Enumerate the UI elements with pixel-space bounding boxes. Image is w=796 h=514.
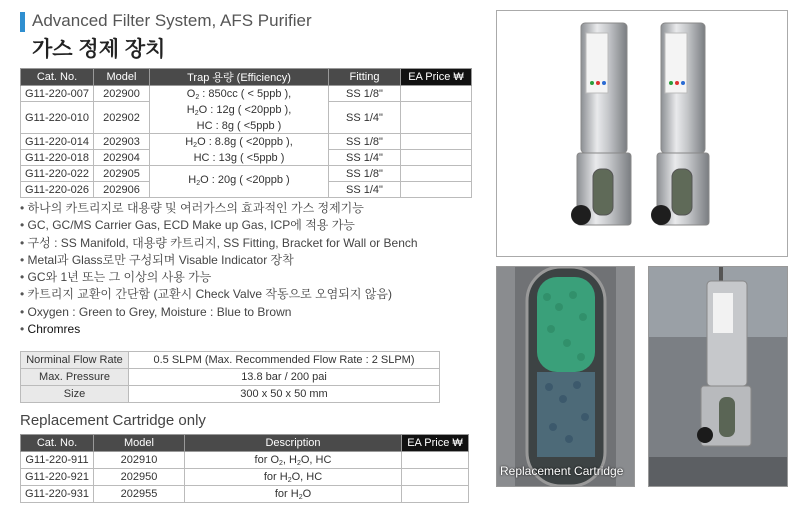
list-item: • GC, GC/MS Carrier Gas, ECD Make up Gas, ICP에 적용 가능 [20, 217, 418, 234]
purifier-illustration [497, 11, 787, 256]
ea-price [402, 469, 469, 486]
cat-no: G11-220-010 [21, 102, 94, 134]
col-fitting: Fitting [329, 69, 401, 86]
trap-capacity: $O_2$ : 850cc ( < 5ppb ), $H_2O$ : 12g ( <20ppb ), HC : 8g ( <5ppb ) [150, 86, 329, 134]
list-item: • Oxygen : Green to Grey, Moisture : Blue to Brown [20, 304, 418, 321]
col-model: Model [94, 435, 185, 452]
replacement-title: Replacement Cartridge only [20, 412, 206, 429]
list-item: • 카트리지 교환이 간단함 (교환시 Check Valve 작동으로 오염되지 않음) [20, 286, 418, 303]
cat-no: G11-220-007 [21, 86, 94, 102]
table-row [21, 369, 440, 386]
table-row [21, 352, 440, 369]
table-row [21, 452, 469, 469]
fitting: SS 1/4" [329, 102, 401, 134]
fitting: SS 1/8" [329, 86, 401, 102]
fitting: SS 1/4" [329, 150, 401, 166]
table-row [21, 86, 472, 102]
spec-label: Max. Pressure [21, 369, 129, 386]
list-item: • 하나의 카트리지로 대용량 및 여러가스의 효과적인 가스 정제기능 [20, 200, 418, 217]
cat-no: G11-220-931 [21, 486, 94, 503]
model: 202910 [94, 452, 185, 469]
ea-price [401, 86, 472, 102]
description: for $O_2$, $H_2O$, HC [185, 452, 402, 469]
feature-list [20, 200, 418, 338]
table-row [21, 134, 472, 150]
page-title-en: Advanced Filter System, AFS Purifier [32, 11, 312, 30]
product-table-header [21, 69, 472, 86]
description: for $H_2O$ [185, 486, 402, 503]
model: 202955 [94, 486, 185, 503]
replacement-table-header [21, 435, 469, 452]
model: 202904 [94, 150, 150, 166]
col-cat-no: Cat. No. [21, 435, 94, 452]
col-cat-no: Cat. No. [21, 69, 94, 86]
spec-value: 300 x 50 x 50 mm [129, 386, 440, 403]
spec-table [20, 351, 440, 403]
ea-price [402, 452, 469, 469]
description: for $H_2O$, HC [185, 469, 402, 486]
page-title-ko: 가스 정제 장치 [32, 38, 166, 61]
table-row [21, 166, 472, 182]
cat-no: G11-220-018 [21, 150, 94, 166]
model: 202903 [94, 134, 150, 150]
col-trap: Trap 용량 (Efficiency) [150, 69, 329, 86]
table-row [21, 486, 469, 503]
fitting: SS 1/8" [329, 166, 401, 182]
table-row [21, 386, 440, 403]
model: 202906 [94, 182, 150, 198]
model: 202900 [94, 86, 150, 102]
product-photo [496, 10, 788, 257]
cat-no: G11-220-026 [21, 182, 94, 198]
cartridge-illustration [497, 267, 634, 486]
cartridge-caption: Replacement Cartridge [500, 464, 624, 478]
spec-value: 0.5 SLPM (Max. Recommended Flow Rate : 2 SLPM) [129, 352, 440, 369]
list-item: • Chromres [20, 321, 418, 338]
ea-price [401, 166, 472, 182]
spec-label: Size [21, 386, 129, 403]
product-table [20, 68, 472, 198]
ea-price [402, 486, 469, 503]
list-item: • Metal과 Glass로만 구성되며 Visable Indicator 장착 [20, 252, 418, 269]
model: 202905 [94, 166, 150, 182]
model: 202902 [94, 102, 150, 134]
col-ea-price: EA Price ₩ [401, 69, 472, 86]
ea-price [401, 102, 472, 134]
cat-no: G11-220-022 [21, 166, 94, 182]
fitting: SS 1/4" [329, 182, 401, 198]
list-item: • GC와 1년 또는 그 이상의 사용 가능 [20, 269, 418, 286]
model: 202950 [94, 469, 185, 486]
spec-label: Norminal Flow Rate [21, 352, 129, 369]
spec-value: 13.8 bar / 200 pai [129, 369, 440, 386]
replacement-table [20, 434, 469, 503]
list-item: • 구성 : SS Manifold, 대용량 카트리지, SS Fitting, Bracket for Wall or Bench [20, 235, 418, 252]
col-ea-price: EA Price ₩ [402, 435, 469, 452]
ea-price [401, 134, 472, 150]
ea-price [401, 182, 472, 198]
table-row [21, 469, 469, 486]
fitting: SS 1/8" [329, 134, 401, 150]
cartridge-photo [496, 266, 635, 487]
cat-no: G11-220-921 [21, 469, 94, 486]
title-accent-bar [20, 12, 25, 32]
trap-capacity: $H_2O$ : 20g ( <20ppb ) [150, 166, 329, 198]
col-model: Model [94, 69, 150, 86]
ea-price [401, 150, 472, 166]
cat-no: G11-220-014 [21, 134, 94, 150]
col-description: Description [185, 435, 402, 452]
installed-photo [648, 266, 788, 487]
cat-no: G11-220-911 [21, 452, 94, 469]
installed-illustration [649, 267, 787, 486]
trap-capacity: $H_2O$ : 8.8g ( <20ppb ), HC : 13g ( <5ppb ) [150, 134, 329, 166]
